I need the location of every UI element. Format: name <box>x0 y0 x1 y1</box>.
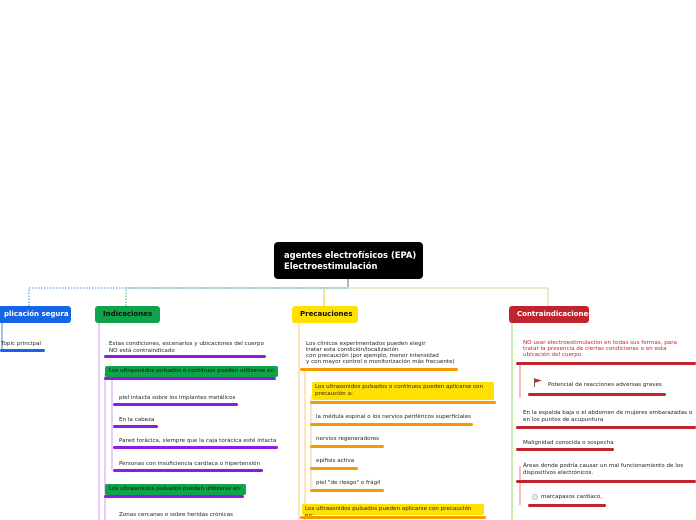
precauciones-item[interactable]: la médula espinal o los nervios periféricos superficiales <box>316 414 471 420</box>
underline-bar <box>300 368 458 371</box>
underline-bar <box>310 423 473 426</box>
precauciones-intro-line1: Los clínicos experimentados pueden elegir <box>306 341 426 347</box>
precauciones-group1[interactable] <box>312 382 494 400</box>
branch-label: Precauciones <box>300 310 353 318</box>
indicaciones-item[interactable]: Personas con insuficiencia cardiaca o hipertensión <box>119 461 260 467</box>
underline-bar <box>113 425 158 428</box>
contra-item2-line2[interactable]: en los puntos de acupuntura <box>523 417 604 423</box>
branch-precauciones[interactable] <box>292 306 358 323</box>
underline-bar <box>310 489 384 492</box>
root-title-line1: agentes electrofísicos (EPA) <box>284 250 417 260</box>
underline-bar <box>113 446 278 449</box>
contra-intro-line2: tratar la presencia de ciertas condiciones o en esta <box>523 346 667 352</box>
root-title-line2: Electroestimulación <box>284 261 378 271</box>
branch-label: Indicaciones <box>103 310 153 318</box>
indicaciones-item[interactable]: piel intacta sobre los implantes metálicos <box>119 395 236 401</box>
precauciones-intro-line3: con precaución (por ejemplo, menor intensidad <box>306 353 439 359</box>
branch-aplicacion-segura[interactable] <box>0 306 71 323</box>
underline-bar <box>104 355 266 358</box>
contra-intro-line1: NO usar electroestimulación en todas sus formas, para <box>523 340 677 346</box>
underline-bar <box>0 349 45 352</box>
contra-item2-line1[interactable]: En la espalda baja o el abdomen de mujeres embarazadas o <box>523 410 693 416</box>
underline-bar <box>300 516 486 519</box>
precauciones-group1-line2: precaución a: <box>315 391 353 397</box>
indicaciones-intro-line2: NO está contraindicado <box>109 348 175 354</box>
contra-item3[interactable]: Malignidad conocida o sospecha <box>523 440 614 446</box>
indicaciones-item[interactable]: Zonas cercanas o sobre heridas crónicas <box>119 512 233 518</box>
circle-icon <box>532 494 538 500</box>
contra-item5[interactable]: marcapasos cardiaco, <box>541 494 603 500</box>
contra-intro-line3: ubicación del cuerpo. <box>523 352 583 358</box>
underline-bar <box>516 362 696 365</box>
underline-bar <box>516 480 696 483</box>
underline-bar <box>113 403 238 406</box>
indicaciones-group1[interactable]: Los ultrasonidos pulsados o continuos pueden utilizarse en <box>105 366 278 377</box>
underline-bar <box>310 401 496 404</box>
branch-indicaciones[interactable] <box>95 306 160 323</box>
indicaciones-item[interactable]: En la cabeza <box>119 417 155 423</box>
underline-bar <box>104 495 244 498</box>
contra-item4-line2[interactable]: dispositivos electrónicos. <box>523 470 594 476</box>
precauciones-item[interactable]: nervios regeneradores <box>316 436 380 442</box>
underline-bar <box>104 377 276 380</box>
root-node[interactable] <box>274 242 423 279</box>
precauciones-intro-line2: tratar esta condición/localización <box>306 347 399 353</box>
underline-bar <box>528 393 666 396</box>
underline-bar <box>516 448 614 451</box>
indicaciones-item[interactable]: Pared torácica, siempre que la caja torácica esté intacta <box>119 438 277 444</box>
precauciones-item[interactable]: piel "de riesgo" o frágil <box>316 480 381 486</box>
red-flag-icon <box>533 378 543 387</box>
precauciones-group2[interactable]: Los ultrasonidos pulsados pueden aplicarse con precaución <box>302 504 484 515</box>
topic-principal[interactable]: Topic principal <box>1 341 41 347</box>
underline-bar <box>516 426 696 429</box>
branch-label: Contraindicaciones <box>517 310 593 318</box>
underline-bar <box>310 445 384 448</box>
indicaciones-intro-line1: Estas condiciones, escenarios y ubicaciones del cuerpo <box>109 341 264 347</box>
underline-bar <box>310 467 358 470</box>
underline-bar <box>528 504 606 507</box>
precauciones-item[interactable]: epífisis activa <box>316 458 355 464</box>
precauciones-intro-line4: y con mayor control o monitorización más frecuente) <box>306 359 455 365</box>
branch-label: plicación segura <box>4 310 69 318</box>
contra-flag-item[interactable]: Potencial de reacciones adversas graves <box>548 382 662 388</box>
contra-item4-line1[interactable]: Áreas donde podría causar un mal funcionamiento de los <box>523 463 684 469</box>
branch-contraindicaciones[interactable] <box>509 306 593 323</box>
precauciones-group1-line1: Los ultrasonidos pulsados o continuos pueden aplicarse con <box>315 384 484 390</box>
underline-bar <box>113 469 263 472</box>
indicaciones-group2[interactable]: Los ultrasonidos pulsados pueden utilizarse en: <box>105 484 246 495</box>
